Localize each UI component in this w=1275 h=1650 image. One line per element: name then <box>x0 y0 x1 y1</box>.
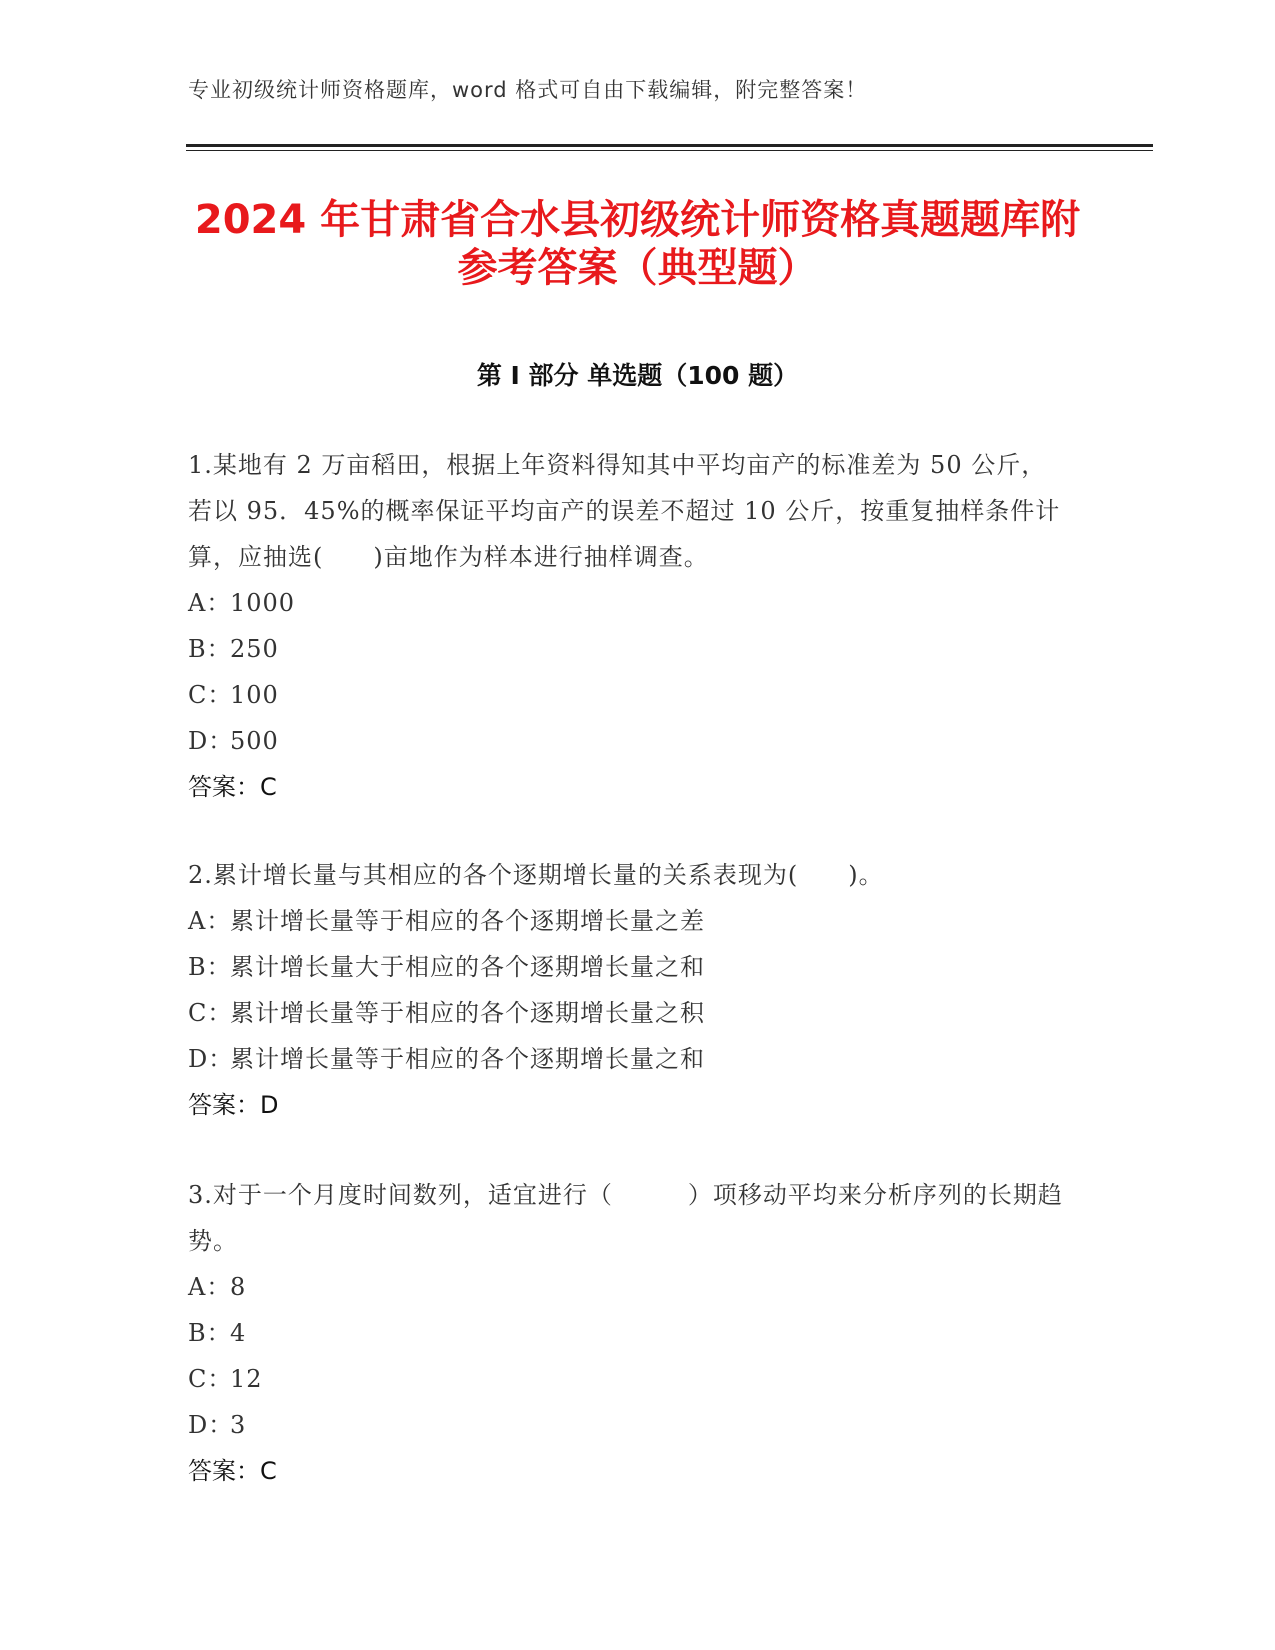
option-text: 累计增长量大于相应的各个逐期增长量之和 <box>230 953 705 981</box>
answer-line <box>188 1448 1068 1494</box>
option-d <box>188 718 1068 764</box>
option-text: 500 <box>230 727 279 755</box>
option-text: 8 <box>230 1273 247 1301</box>
answer-label: 答案： <box>188 1091 260 1119</box>
option-b <box>188 626 1068 672</box>
answer-value: C <box>260 1457 277 1485</box>
option-key: B： <box>188 635 232 663</box>
option-text: 250 <box>230 635 279 663</box>
option-key: C： <box>188 1365 233 1393</box>
question-1 <box>188 442 1068 810</box>
option-text: 累计增长量等于相应的各个逐期增长量之积 <box>230 999 705 1027</box>
option-key: C： <box>188 999 233 1027</box>
document-title: 2024 年甘肃省合水县初级统计师资格真题题库附参考答案（典型题） <box>194 197 1081 291</box>
section-title: 第 I 部分 单选题（100 题） <box>476 361 799 390</box>
question-stem: 2.累计增长量与其相应的各个逐期增长量的关系表现为( )。 <box>188 861 884 889</box>
option-key: A： <box>188 1273 232 1301</box>
answer-value: D <box>260 1091 279 1119</box>
option-b <box>188 1310 1068 1356</box>
header-note: 专业初级统计师资格题库，word 格式可自由下载编辑，附完整答案！ <box>188 78 868 102</box>
option-key: D： <box>188 1411 234 1439</box>
option-a <box>188 580 1068 626</box>
question-3 <box>188 1172 1068 1494</box>
option-c <box>188 672 1068 718</box>
option-text: 12 <box>230 1365 263 1393</box>
option-key: B： <box>188 953 232 981</box>
option-key: A： <box>188 907 232 935</box>
option-text: 累计增长量等于相应的各个逐期增长量之和 <box>230 1045 705 1073</box>
option-key: D： <box>188 1045 234 1073</box>
answer-value: C <box>260 773 277 801</box>
option-a <box>188 1264 1068 1310</box>
option-c <box>188 990 1068 1036</box>
question-2 <box>188 852 1068 1128</box>
option-key: C： <box>188 681 233 709</box>
option-d <box>188 1036 1068 1082</box>
option-key: A： <box>188 589 232 617</box>
option-key: D： <box>188 727 234 755</box>
option-c <box>188 1356 1068 1402</box>
answer-label: 答案： <box>188 773 260 801</box>
answer-line <box>188 764 1068 810</box>
option-text: 累计增长量等于相应的各个逐期增长量之差 <box>230 907 705 935</box>
answer-label: 答案： <box>188 1457 260 1485</box>
option-key: B： <box>188 1319 232 1347</box>
answer-line <box>188 1082 1068 1128</box>
header-divider-thin <box>186 150 1153 151</box>
option-text: 3 <box>230 1411 247 1439</box>
option-a <box>188 898 1068 944</box>
option-d <box>188 1402 1068 1448</box>
option-text: 1000 <box>230 589 296 617</box>
question-stem: 3.对于一个月度时间数列，适宜进行（ ）项移动平均来分析序列的长期趋势。 <box>188 1181 1063 1255</box>
option-b <box>188 944 1068 990</box>
header-divider-thick <box>186 144 1153 147</box>
question-stem: 1.某地有 2 万亩稻田，根据上年资料得知其中平均亩产的标准差为 50 公斤，若以 95．45%的概率保证平均亩产的误差不超过 10 公斤，按重复抽样条件计算，应抽选( )亩地作为样本进行抽样调查。 <box>188 451 1061 571</box>
option-text: 100 <box>230 681 279 709</box>
option-text: 4 <box>230 1319 247 1347</box>
